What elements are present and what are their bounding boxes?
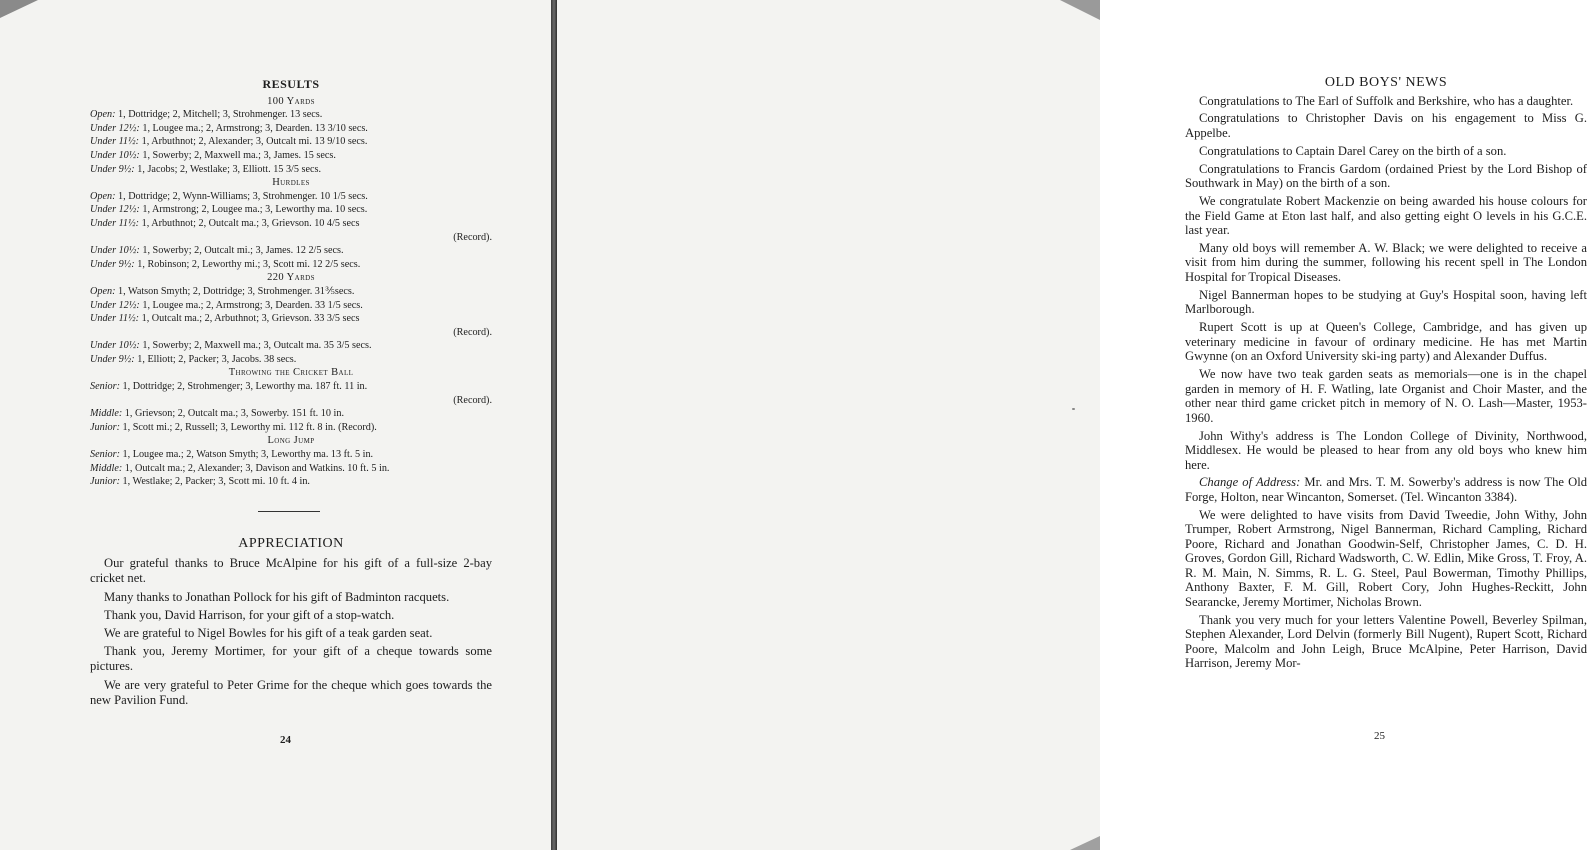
- appreciation-paragraph: Our grateful thanks to Bruce McAlpine for his gift of a full-size 2-bay cricket net.: [90, 556, 492, 586]
- result-text: 1, Armstrong; 2, Lougee ma.; 3, Leworthy ma. 10 secs.: [139, 204, 368, 216]
- appreciation-paragraph: We are very grateful to Peter Grime for the cheque which goes towards the new Pavilion Fund.: [90, 677, 492, 707]
- age-group-label: Under 12½:: [90, 204, 140, 216]
- result-line: [90, 108, 492, 122]
- result-text: 1, Arbuthnot; 2, Alexander; 3, Outcalt mi. 13 9/10 secs.: [139, 136, 368, 148]
- age-group-label: Under 11½:: [90, 136, 140, 148]
- old-boys-news-section: [1185, 76, 1587, 674]
- paragraph-lead: Change of Address:: [1199, 475, 1301, 490]
- event-hurdles: [90, 176, 492, 271]
- result-text: 1, Lougee ma.; 2, Watson Smyth; 3, Leworthy ma. 13 ft. 5 in.: [120, 449, 374, 461]
- record-note: (Record).: [453, 394, 492, 406]
- result-line: [90, 339, 492, 353]
- page-number-left: 24: [280, 734, 291, 746]
- appreciation-section: [90, 536, 492, 711]
- age-group-label: Open:: [90, 109, 116, 121]
- news-paragraph: [1185, 613, 1587, 671]
- result-line: [90, 149, 492, 163]
- event-title: Throwing the Cricket Ball: [228, 367, 354, 379]
- age-group-label: Senior:: [90, 449, 120, 461]
- record-note: (Record).: [453, 326, 492, 338]
- result-text: 1, Robinson; 2, Leworthy mi.; 3, Scott mi. 12 2/5 secs.: [134, 258, 361, 270]
- appreciation-paragraph: We are grateful to Nigel Bowles for his gift of a teak garden seat.: [104, 626, 433, 641]
- section-divider: [258, 511, 320, 512]
- age-group-label: Junior:: [90, 421, 120, 433]
- age-group-label: Open:: [90, 190, 116, 202]
- result-text: 1, Grievson; 2, Outcalt ma.; 3, Sowerby. 151 ft. 10 in.: [122, 408, 344, 420]
- news-paragraph: [1185, 241, 1587, 285]
- result-text: 1, Outcalt ma.; 2, Alexander; 3, Davison and Watkins. 10 ft. 5 in.: [122, 462, 390, 474]
- age-group-label: Senior:: [90, 381, 120, 393]
- page-number-right: 25: [1374, 730, 1385, 742]
- result-line: [90, 217, 492, 231]
- appreciation-paragraph: Thank you, David Harrison, for your gift of a stop-watch.: [104, 607, 395, 622]
- paragraph-text: Nigel Bannerman hopes to be studying at Guy's Hospital soon, having left Marlborough.: [1185, 287, 1587, 317]
- result-line: [90, 135, 492, 149]
- result-line: [90, 421, 492, 435]
- paragraph-text: Mr. and Mrs. T. M. Sowerby's address is now The Old Forge, Holton, near Wincanton, Somerset. (Tel. Wincanton 3384).: [1185, 475, 1587, 504]
- paragraph-text: We now have two teak garden seats as memorials—one is in the chapel garden in memory of H. F. Watling, late Organist and Choir Master, and the other near third game cricket pitch in memory of N. O. Lash—Master, 1953-1960.: [1185, 367, 1587, 425]
- age-group-label: Under 11½:: [90, 217, 140, 229]
- news-paragraph: [1185, 144, 1587, 159]
- result-line: [90, 285, 492, 299]
- result-text: 1, Lougee ma.; 2, Armstrong; 3, Dearden. 13 3/10 secs.: [139, 122, 368, 134]
- print-smudge: [1072, 408, 1075, 410]
- result-line: [90, 258, 492, 272]
- result-line: [90, 122, 492, 136]
- result-line: [90, 203, 492, 217]
- news-paragraph: [1185, 475, 1587, 504]
- result-text: 1, Sowerby; 2, Maxwell ma.; 3, Outcalt ma. 35 3/5 secs.: [139, 340, 372, 352]
- result-text: 1, Jacobs; 2, Westlake; 3, Elliott. 15 3/5 secs.: [134, 163, 322, 175]
- news-paragraph: [1185, 111, 1587, 140]
- news-paragraph: [1185, 429, 1587, 473]
- age-group-label: Under 10½:: [90, 340, 140, 352]
- paragraph-text: We congratulate Robert Mackenzie on being awarded his house colours for the Field Game at Eton last half, and also getting eight O levels in his G.C.E. last year.: [1185, 194, 1587, 238]
- result-line: [90, 475, 492, 489]
- appreciation-paragraph: Many thanks to Jonathan Pollock for his gift of Badminton racquets.: [104, 589, 450, 604]
- page-corner-shadow: [0, 0, 38, 18]
- record-note: (Record).: [453, 231, 492, 243]
- event-100-yards: [90, 95, 492, 177]
- event-long-jump: [90, 434, 492, 488]
- paragraph-text: John Withy's address is The London College of Divinity, Northwood, Middlesex. He would be pleased to hear from any old boys who knew him here.: [1185, 428, 1587, 472]
- age-group-label: Under 11½:: [90, 313, 140, 325]
- news-paragraph: [1185, 367, 1587, 425]
- paragraph-text: Many old boys will remember A. W. Black; we were delighted to receive a visit from him during the summer, following his recent spell in The London Hospital for Tropical Diseases.: [1185, 240, 1587, 284]
- result-line: [90, 407, 492, 421]
- news-paragraph: [1185, 508, 1587, 610]
- page-corner-shadow: [1060, 0, 1100, 20]
- right-page: [557, 0, 1587, 850]
- news-paragraph: [1185, 320, 1587, 364]
- event-title: 100 Yards: [267, 95, 315, 107]
- event-title: Hurdles: [272, 177, 310, 189]
- page-corner-shadow: [1070, 836, 1100, 850]
- event-title: Long Jump: [267, 435, 315, 447]
- age-group-label: Junior:: [90, 476, 120, 488]
- age-group-label: Middle:: [90, 408, 123, 420]
- age-group-label: Under 10½:: [90, 149, 140, 161]
- result-line: [90, 190, 492, 204]
- result-text: 1, Westlake; 2, Packer; 3, Scott mi. 10 ft. 4 in.: [120, 476, 310, 488]
- age-group-label: Under 12½:: [90, 122, 140, 134]
- result-line: [90, 448, 492, 462]
- age-group-label: Open:: [90, 285, 116, 297]
- result-line: [90, 312, 492, 326]
- result-text: 1, Dottridge; 2, Strohmenger; 3, Leworthy ma. 187 ft. 11 in.: [120, 381, 368, 393]
- age-group-label: Under 9½:: [90, 258, 135, 270]
- news-paragraph: [1185, 288, 1587, 317]
- paragraph-text: Rupert Scott is up at Queen's College, Cambridge, and has given up veterinary medicine in favour of ordinary medicine. He has met Martin Gwynne (on an Oxford University ski-ing party) and Alexander Duffus.: [1185, 320, 1587, 364]
- result-line: [90, 353, 492, 367]
- appreciation-paragraph: Thank you, Jeremy Mortimer, for your gift of a cheque towards some pictures.: [90, 644, 492, 674]
- result-text: 1, Dottridge; 2, Wynn-Williams; 3, Strohmenger. 10 1/5 secs.: [115, 190, 368, 202]
- result-text: 1, Arbuthnot; 2, Outcalt ma.; 3, Grievson. 10 4/5 secs: [139, 217, 360, 229]
- result-text: 1, Elliott; 2, Packer; 3, Jacobs. 38 secs.: [134, 353, 297, 365]
- result-text: 1, Lougee ma.; 2, Armstrong; 3, Dearden. 33 1/5 secs.: [139, 299, 363, 311]
- result-line: [90, 299, 492, 313]
- appreciation-title: APPRECIATION: [238, 536, 344, 551]
- news-paragraph: [1185, 94, 1587, 109]
- result-text: 1, Dottridge; 2, Mitchell; 3, Strohmenger. 13 secs.: [115, 109, 323, 121]
- result-line: [90, 244, 492, 258]
- result-text: 1, Outcalt ma.; 2, Arbuthnot; 3, Grievson. 33 3/5 secs: [139, 313, 360, 325]
- news-paragraph: [1185, 162, 1587, 191]
- event-220-yards: [90, 271, 492, 366]
- results-title: RESULTS: [262, 77, 320, 91]
- old-boys-news-title: OLD BOYS' NEWS: [1324, 75, 1448, 90]
- event-cricket-ball: [90, 366, 492, 434]
- left-page: [0, 0, 551, 850]
- result-line: [90, 380, 492, 394]
- result-text: 1, Scott mi.; 2, Russell; 3, Leworthy mi. 112 ft. 8 in. (Record).: [120, 421, 377, 433]
- paragraph-text: Thank you very much for your letters Valentine Powell, Beverley Spilman, Stephen Alexander, Lord Delvin (formerly Bill Nugent), Rupert Scott, Richard Poore, Malcolm and John Leigh, Bruce McAlpine, Peter Harrison, David Harrison, Jeremy Mor-: [1185, 612, 1587, 671]
- paragraph-text: Congratulations to The Earl of Suffolk and Berkshire, who has a daughter.: [1199, 93, 1574, 108]
- paragraph-text: We were delighted to have visits from David Tweedie, John Withy, John Trumper, Robert Armstrong, Nigel Bannerman, Richard Campling, Richard Poore, Richard and Jonathan Goodwin-Self, Christopher James, C. D. H. Groves, Gordon Gill, Richard Wadsworth, C. W. Edlin, Mike Gross, T. Froy, A. R. M. Main, N. Simms, R. L. G. Steel, Paul Bowerman, Timothy Phillips, Anthony Baxter, F. M. Gill, Robert Cory, John Hughes-Reckitt, John Searancke, Jeremy Mortimer, Nicholas Brown.: [1185, 507, 1587, 609]
- paragraph-text: Congratulations to Francis Gardom (ordained Priest by the Lord Bishop of Southwark in May) on the birth of a son.: [1185, 161, 1587, 191]
- paragraph-text: Congratulations to Captain Darel Carey on the birth of a son.: [1199, 143, 1507, 158]
- result-text: 1, Sowerby; 2, Outcalt mi.; 3, James. 12 2/5 secs.: [139, 245, 344, 257]
- result-line: [90, 462, 492, 476]
- age-group-label: Under 12½:: [90, 299, 140, 311]
- news-paragraph: [1185, 194, 1587, 238]
- result-text: 1, Sowerby; 2, Maxwell ma.; 3, James. 15 secs.: [139, 149, 336, 161]
- age-group-label: Under 9½:: [90, 163, 135, 175]
- result-text: 1, Watson Smyth; 2, Dottridge; 3, Strohmenger. 31⅗secs.: [115, 285, 355, 297]
- result-line: [90, 163, 492, 177]
- results-section: [90, 78, 492, 489]
- age-group-label: Under 9½:: [90, 353, 135, 365]
- age-group-label: Middle:: [90, 462, 123, 474]
- age-group-label: Under 10½:: [90, 245, 140, 257]
- event-title: 220 Yards: [267, 272, 315, 284]
- paragraph-text: Congratulations to Christopher Davis on his engagement to Miss G. Appelbe.: [1185, 111, 1587, 140]
